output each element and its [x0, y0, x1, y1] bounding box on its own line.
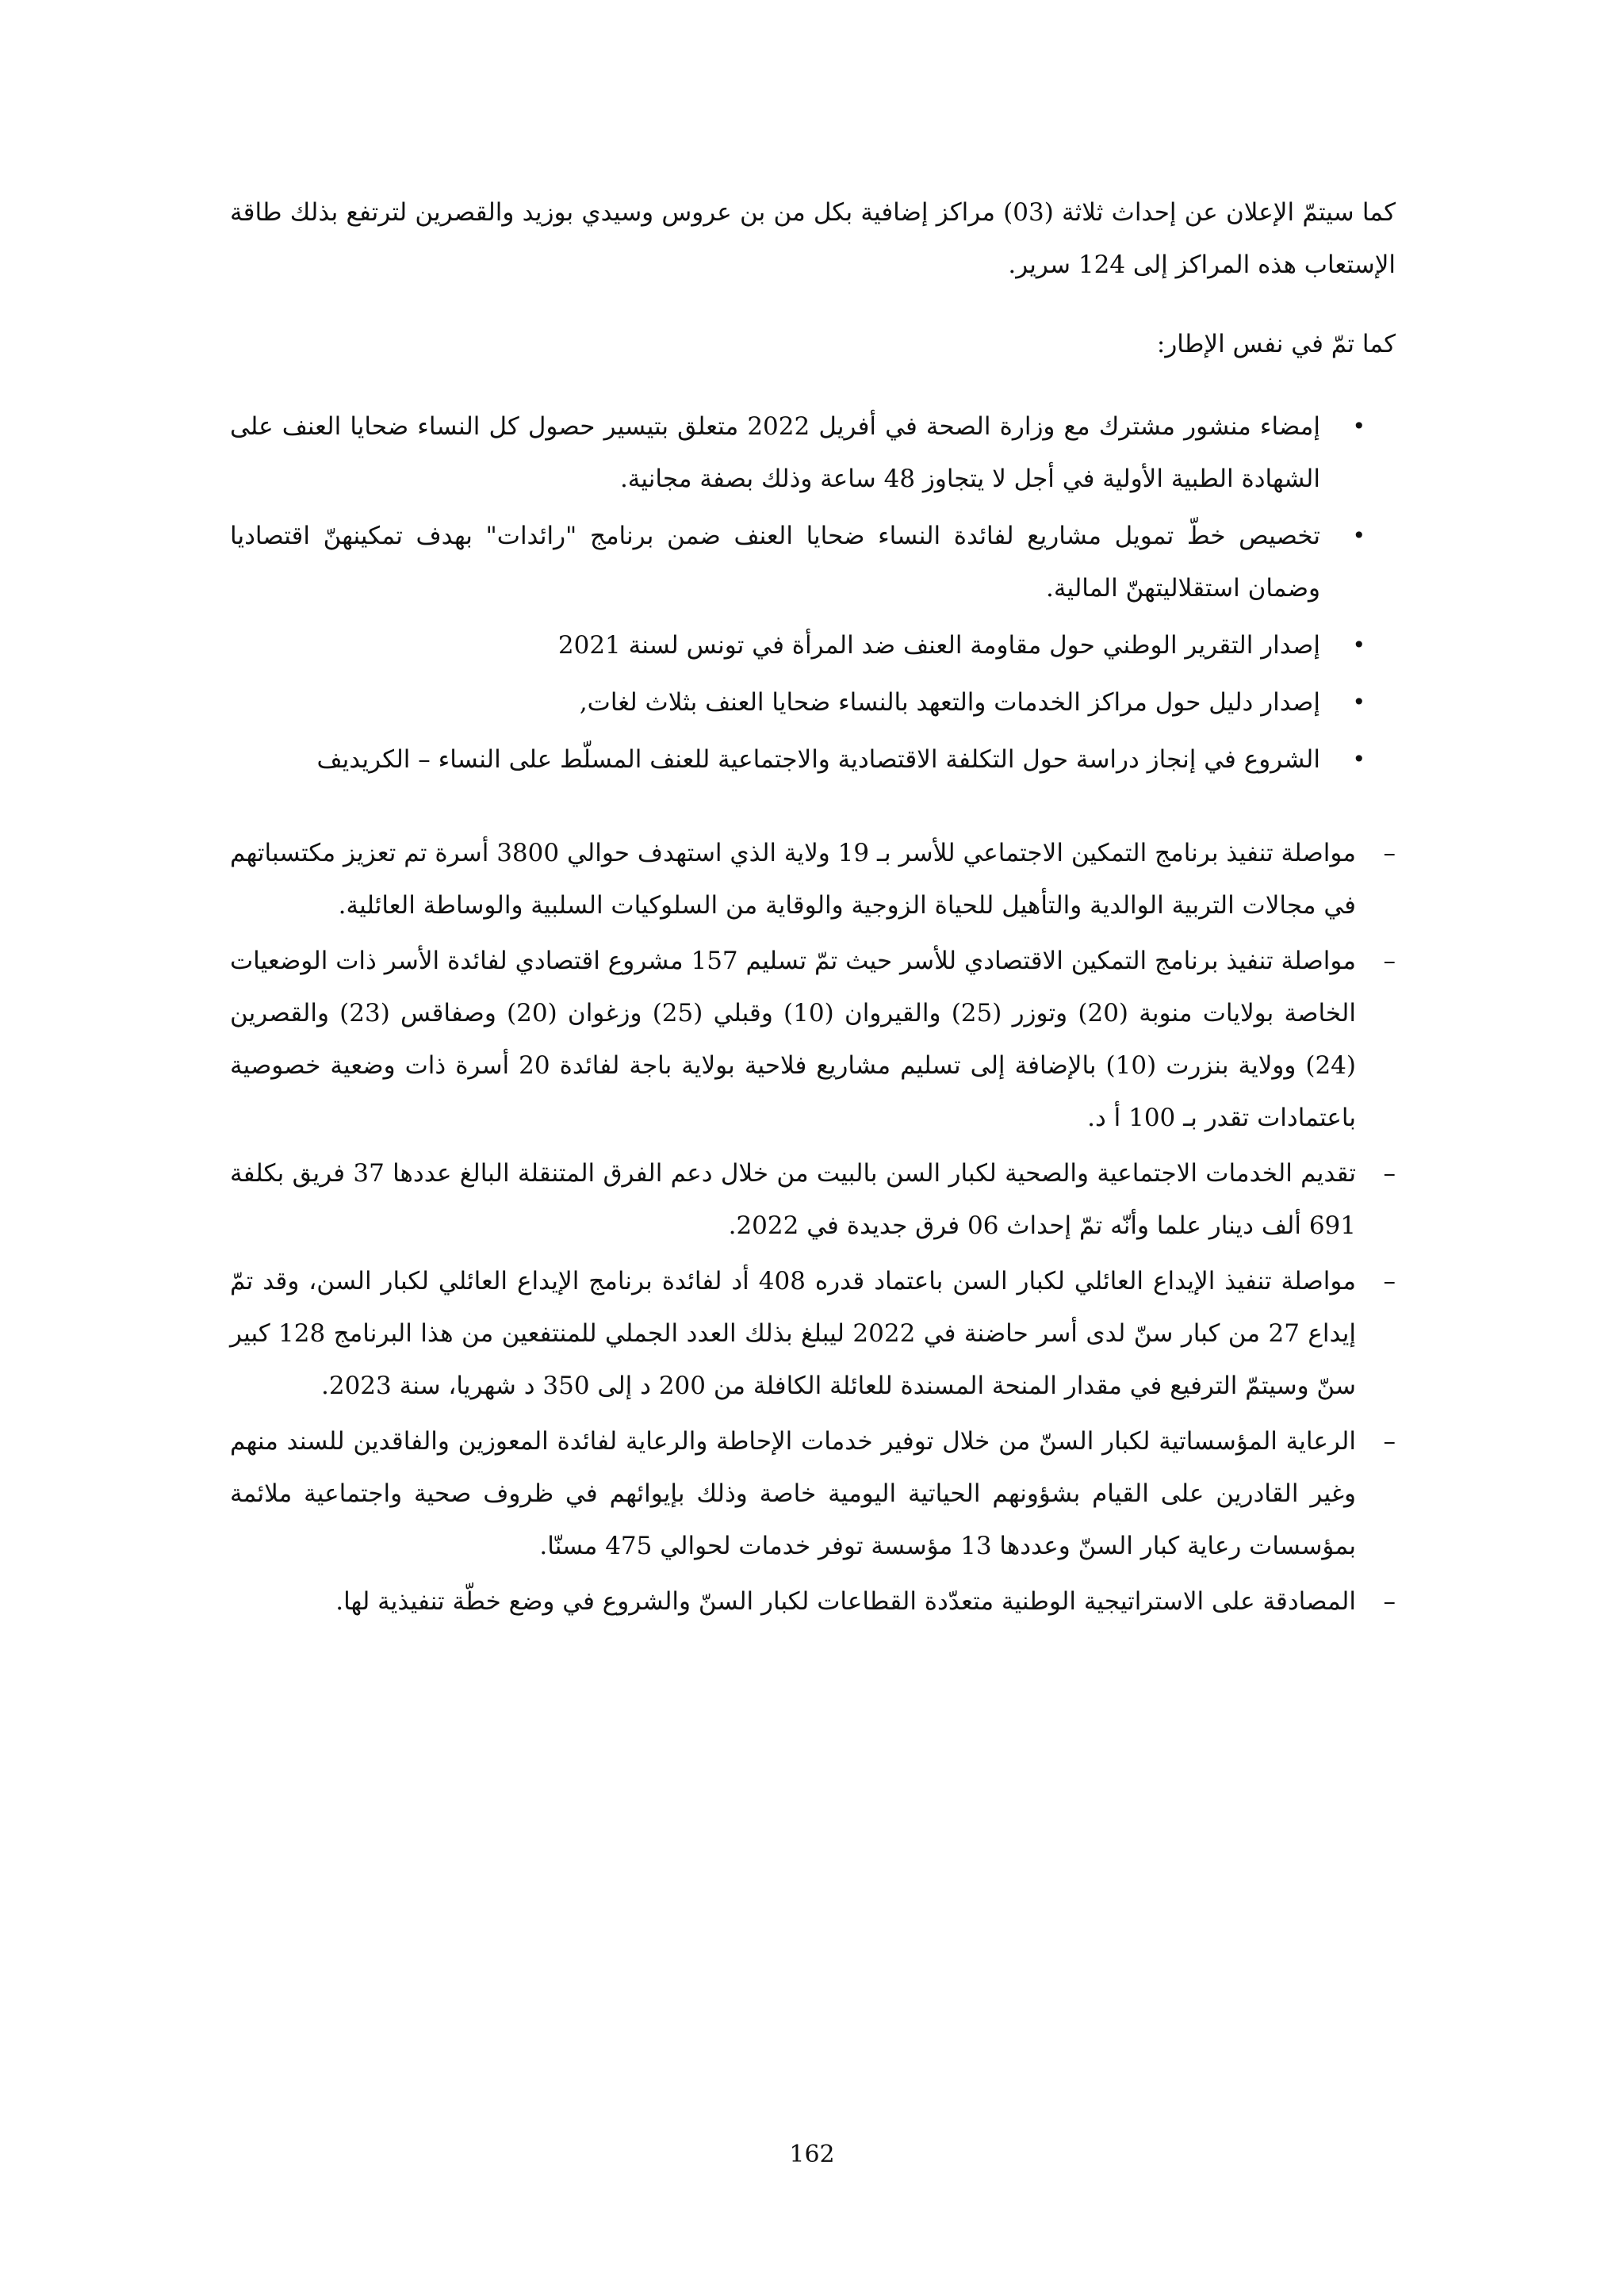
dash-icon: –: [1383, 1267, 1396, 1295]
bullet-list: [230, 400, 1396, 786]
bullet-item: [230, 676, 1365, 729]
dash-text: مواصلة تنفيذ الإيداع العائلي لكبار السن باعتماد قدره 408 أد لفائدة برنامج الإيداع العائلي لكبار السن، وقد تمّ إيداع 27 من كبار سنّ لدى أسر حاضنة في 2022 ليبلغ بذلك العدد الجملي للمنتفعين من هذا البرنامج 128 كبير سنّ وسيتمّ الترفيع في مقدار المنحة المسندة للعائلة الكافلة من 200 د إلى 350 د شهريا، سنة 2023.: [230, 1267, 1356, 1400]
bullet-item: [230, 510, 1365, 614]
dash-icon: –: [1383, 947, 1396, 975]
dash-text: تقديم الخدمات الاجتماعية والصحية لكبار السن بالبيت من خلال دعم الفرق المتنقلة البالغ عددها 37 فريق بكلفة 691 ألف دينار علما وأنّه تمّ إحداث 06 فرق جديدة في 2022.: [230, 1159, 1356, 1240]
bullet-icon: •: [1352, 689, 1365, 715]
bullet-item: [230, 733, 1365, 786]
dash-text: الرعاية المؤسساتية لكبار السنّ من خلال توفير خدمات الإحاطة والرعاية لفائدة المعوزين والفاقدين للسند منهم وغير القادرين على القيام بشؤونهم الحياتية اليومية خاصة وذلك بإيوائهم في ظروف صحية واجتماعية ملائمة بمؤسسات رعاية كبار السنّ وعددها 13 مؤسسة توفر خدمات لحوالي 475 مسنّا.: [230, 1427, 1356, 1560]
dash-item: [230, 1255, 1396, 1412]
bullet-text: إصدار دليل حول مراكز الخدمات والتعهد بالنساء ضحايا العنف بثلاث لغات,: [579, 688, 1320, 717]
dash-icon: –: [1383, 1159, 1396, 1188]
document-page: [230, 186, 1396, 1631]
bullet-icon: •: [1352, 522, 1365, 549]
intro-paragraph: كما سيتمّ الإعلان عن إحداث ثلاثة (03) مراكز إضافية بكل من بن عروس وسيدي بوزيد والقصرين لترتفع بذلك طاقة الإستعاب هذه المراكز إلى 124 سرير.: [230, 198, 1396, 279]
dash-item: [230, 1575, 1396, 1628]
bullet-item: [230, 619, 1365, 672]
bullet-text: تخصيص خطّ تمويل مشاريع لفائدة النساء ضحايا العنف ضمن برنامج "رائدات" بهدف تمكينهنّ اقتصاديا وضمان استقلاليتهنّ المالية.: [230, 522, 1320, 603]
bullet-icon: •: [1352, 413, 1365, 439]
dash-list: [230, 827, 1396, 1628]
dash-icon: –: [1383, 839, 1396, 867]
page-number: 162: [789, 2141, 835, 2168]
dash-icon: –: [1383, 1587, 1396, 1616]
dash-text: مواصلة تنفيذ برنامج التمكين الاجتماعي للأسر بـ 19 ولاية الذي استهدف حوالي 3800 أسرة تم تعزيز مكتسباتهم في مجالات التربية الوالدية والتأهيل للحياة الزوجية والوقاية من السلوكيات السلبية والوساطة العائلية.: [230, 839, 1356, 920]
dash-text: مواصلة تنفيذ برنامج التمكين الاقتصادي للأسر حيث تمّ تسليم 157 مشروع اقتصادي لفائدة الأسر ذات الوضعيات الخاصة بولايات منوبة (20) وتوزر (25) والقيروان (10) وقبلي (25) وزغوان (20) وصفاقس (23) والقصرين (24) وولاية بنزرت (10) بالإضافة إلى تسليم مشاريع فلاحية بولاية باجة لفائدة 20 أسرة ذات وضعية خصوصية باعتمادات تقدر بـ 100 أ د.: [230, 947, 1356, 1132]
bullet-text: إمضاء منشور مشترك مع وزارة الصحة في أفريل 2022 متعلق بتيسير حصول كل النساء ضحايا العنف على الشهادة الطبية الأولية في أجل لا يتجاوز 48 ساعة وذلك بصفة مجانية.: [230, 412, 1320, 493]
bullet-item: [230, 400, 1365, 505]
dash-icon: –: [1383, 1427, 1396, 1456]
bullet-icon: •: [1352, 632, 1365, 658]
dash-item: [230, 1415, 1396, 1572]
bullet-icon: •: [1352, 746, 1365, 772]
framework-heading: كما تمّ في نفس الإطار:: [1156, 330, 1396, 358]
dash-text: المصادقة على الاستراتيجية الوطنية متعدّدة القطاعات لكبار السنّ والشروع في وضع خطّة تنفيذية لها.: [335, 1587, 1356, 1616]
dash-item: [230, 1147, 1396, 1252]
bullet-text: الشروع في إنجاز دراسة حول التكلفة الاقتصادية والاجتماعية للعنف المسلّط على النساء – الكريديف: [316, 745, 1320, 774]
bullet-text: إصدار التقرير الوطني حول مقاومة العنف ضد المرأة في تونس لسنة 2021: [557, 631, 1320, 660]
dash-item: [230, 935, 1396, 1144]
dash-item: [230, 827, 1396, 932]
